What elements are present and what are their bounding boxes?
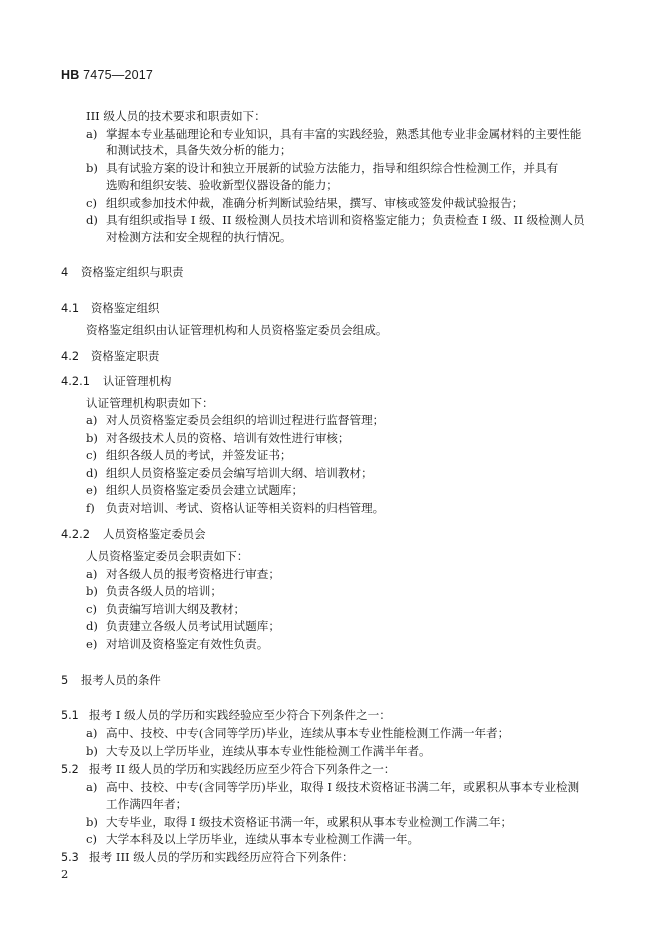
s422-item-b-label: b)	[86, 584, 98, 598]
s51-item-a-text: 高中、技校、中专(含同等学历)毕业，连续从事本专业性能检测工作满一年者；	[106, 726, 510, 740]
s422-item-d-text: 负责建立各级人员考试用试题库；	[106, 619, 280, 633]
s421-item-c-label: c)	[86, 448, 98, 462]
s52-item-a-label: a)	[86, 780, 98, 794]
s422-item-a-text: 对各级人员的报考资格进行审查；	[106, 567, 280, 581]
clause-5-2-text: 报考 II 级人员的学历和实践经历应至少符合下列条件之一：	[89, 762, 396, 776]
level3-item-b-label: b)	[86, 161, 98, 175]
s422-item-e-label: e)	[86, 637, 98, 651]
s422-item-d-label: d)	[86, 619, 98, 633]
s421-item-e-text: 组织人员资格鉴定委员会建立试题库；	[106, 483, 304, 497]
section-4-2-2-heading	[61, 526, 206, 542]
section-4-2-2-intro: 人员资格鉴定委员会职责如下：	[86, 549, 249, 563]
s421-item-a-label: a)	[86, 413, 98, 427]
s421-item-f-text: 负责对培训、考试、资格认证等相关资料的归档管理。	[106, 501, 385, 515]
s51-item-b-label: b)	[86, 744, 98, 758]
clause-5-2-number: 5.2	[61, 763, 79, 776]
s421-item-f-label: f)	[86, 501, 95, 515]
s422-item-c-label: c)	[86, 602, 98, 616]
s52-item-c-text: 大学本科及以上学历毕业，连续从事本专业检测工作满一年。	[106, 832, 420, 846]
section-4-2-1-title: 认证管理机构	[103, 374, 172, 388]
s51-item-b-text: 大专及以上学历毕业，连续从事本专业性能检测工作满半年者。	[106, 744, 431, 758]
section-4-heading	[61, 264, 184, 280]
level3-intro: III 级人员的技术要求和职责如下：	[86, 109, 266, 123]
clause-5-3	[61, 849, 354, 866]
section-4-title: 资格鉴定组织与职责	[81, 265, 184, 279]
section-4-1-text: 资格鉴定组织由认证管理机构和人员资格鉴定委员会组成。	[86, 323, 388, 337]
level3-item-d-line2: 对检测方法和安全规程的执行情况。	[106, 230, 292, 244]
s51-item-a-label: a)	[86, 726, 98, 740]
standard-number: 7475—2017	[83, 68, 154, 82]
page-number: 2	[61, 867, 69, 881]
s422-item-a-label: a)	[86, 567, 98, 581]
s421-item-b-text: 对各级技术人员的资格、培训有效性进行审核；	[106, 431, 350, 445]
section-5-title: 报考人员的条件	[81, 673, 161, 687]
level3-item-c-line1: 组织或参加技术仲裁，准确分析判断试验结果，撰写、审核或签发仲裁试验报告；	[106, 196, 524, 210]
level3-item-a-line2: 和测试技术，具备失效分析的能力；	[106, 143, 292, 157]
section-4-2-1-intro: 认证管理机构职责如下：	[86, 396, 214, 410]
s421-item-d-text: 组织人员资格鉴定委员会编写培训大纲、培训教材；	[106, 466, 373, 480]
clause-5-1	[61, 707, 391, 724]
section-4-1-heading	[61, 300, 159, 316]
s52-item-b-label: b)	[86, 815, 98, 829]
standard-header	[61, 68, 153, 82]
section-4-2-1-number: 4.2.1	[61, 374, 90, 388]
level3-item-b-line2: 选购和组织安装、验收新型仪器设备的能力；	[106, 178, 338, 192]
section-5-number: 5	[61, 673, 69, 687]
section-4-number: 4	[61, 265, 69, 279]
level3-item-c-label: c)	[86, 196, 98, 210]
s421-item-d-label: d)	[86, 466, 98, 480]
clause-5-1-number: 5.1	[61, 709, 79, 722]
s422-item-b-text: 负责各级人员的培训；	[106, 584, 222, 598]
section-4-2-1-heading	[61, 373, 171, 389]
section-4-1-title: 资格鉴定组织	[91, 301, 160, 315]
clause-5-3-number: 5.3	[61, 851, 79, 864]
section-4-2-number: 4.2	[61, 349, 80, 363]
clause-5-2	[61, 761, 395, 778]
section-4-2-2-number: 4.2.2	[61, 527, 90, 541]
clause-5-3-text: 报考 III 级人员的学历和实践经历应符合下列条件：	[89, 850, 354, 864]
s52-item-b-text: 大专毕业，取得 I 级技术资格证书满一年，或累积从事本专业检测工作满二年；	[106, 815, 513, 829]
section-4-1-number: 4.1	[61, 301, 80, 315]
s52-item-a-line1: 高中、技校、中专(含同等学历)毕业，取得 I 级技术资格证书满二年，或累积从事本专业检测	[106, 780, 580, 794]
section-4-2-2-title: 人员资格鉴定委员会	[103, 527, 206, 541]
standard-code: HB	[61, 68, 80, 82]
section-4-2-heading	[61, 348, 159, 364]
level3-item-a-line1: 掌握本专业基础理论和专业知识，具有丰富的实践经验，熟悉其他专业非金属材料的主要性能	[106, 127, 582, 141]
s421-item-a-text: 对人员资格鉴定委员会组织的培训过程进行监督管理；	[106, 413, 385, 427]
s421-item-e-label: e)	[86, 483, 98, 497]
s421-item-c-text: 组织各级人员的考试，并签发证书；	[106, 448, 292, 462]
section-5-heading	[61, 672, 161, 688]
level3-item-d-line1: 具有组织或指导 I 级、II 级检测人员技术培训和资格鉴定能力；负责检查 I 级、II 级检测人员	[106, 213, 585, 227]
level3-item-d-label: d)	[86, 213, 98, 227]
s421-item-b-label: b)	[86, 431, 98, 445]
level3-item-a-label: a)	[86, 127, 98, 141]
s422-item-e-text: 对培训及资格鉴定有效性负责。	[106, 637, 269, 651]
s52-item-c-label: c)	[86, 832, 98, 846]
level3-item-b-line1: 具有试验方案的设计和独立开展新的试验方法能力，指导和组织综合性检测工作，并具有	[106, 161, 559, 175]
s422-item-c-text: 负责编写培训大纲及教材；	[106, 602, 246, 616]
clause-5-1-text: 报考 I 级人员的学历和实践经验应至少符合下列条件之一：	[89, 708, 391, 722]
s52-item-a-line2: 工作满四年者；	[106, 797, 188, 811]
section-4-2-title: 资格鉴定职责	[91, 349, 160, 363]
